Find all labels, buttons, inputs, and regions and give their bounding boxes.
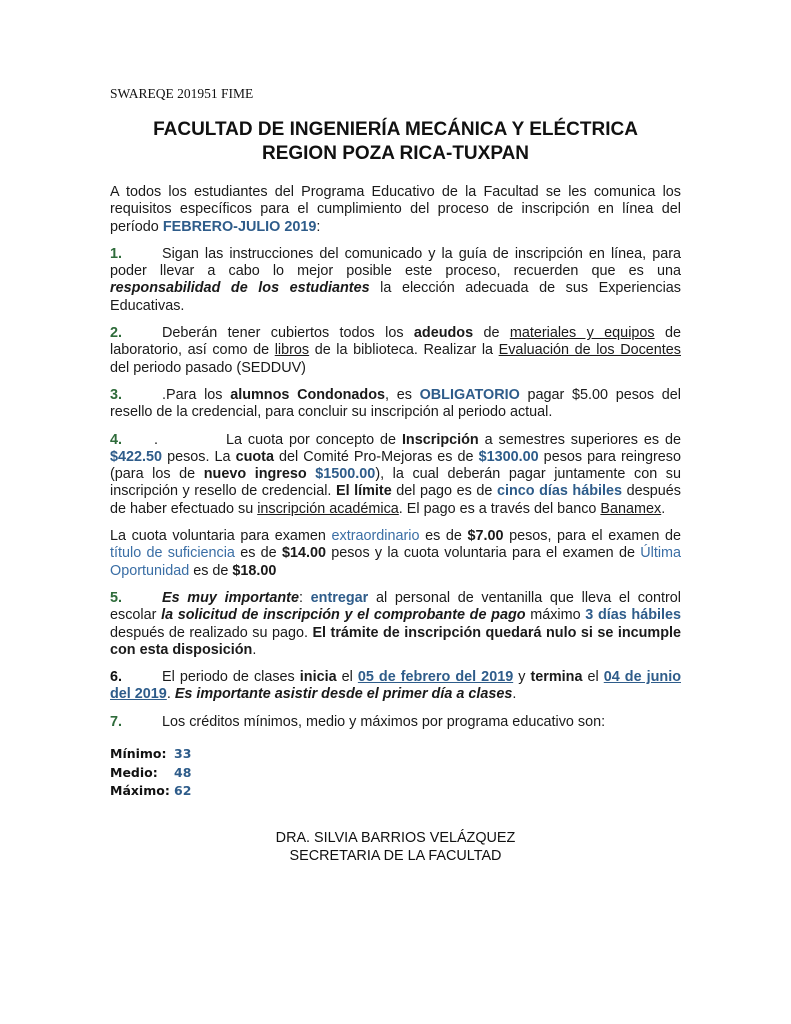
document-header bbox=[110, 118, 681, 166]
item-text: del Comité Pro-Mejoras es de bbox=[273, 448, 479, 465]
intro-text: A todos los estudiantes del Programa Educativo de la Facultad se les comunica los requisitos específicos para el cumplimiento del proceso de inscripción en línea del período bbox=[110, 184, 681, 235]
credits-row-max bbox=[110, 782, 681, 801]
item-4 bbox=[110, 432, 681, 518]
fee-value: $7.00 bbox=[467, 528, 504, 545]
emphasis-text: termina bbox=[530, 669, 583, 686]
credits-row-mid bbox=[110, 764, 681, 783]
item-text: de laboratorio, así como de bbox=[110, 325, 681, 359]
faculty-title: FACULTAD DE INGENIERÍA MECÁNICA Y ELÉCTRICA bbox=[153, 119, 638, 140]
intro-colon: : bbox=[316, 218, 321, 235]
item-text: Deberán tener cubiertos todos los bbox=[162, 325, 414, 342]
period-label: FEBRERO-JULIO 2019 bbox=[162, 218, 317, 235]
fee-value: $14.00 bbox=[281, 545, 326, 562]
item-text: Sigan las instrucciones del comunicado y la guía de inscripción en línea, para poder llevar a cabo lo mejor posible este proceso, recuerden que es una bbox=[110, 245, 681, 280]
item-5 bbox=[110, 590, 681, 659]
item-text: . bbox=[252, 641, 257, 658]
emphasis-text: la solicitud de inscripción y el comprobante de pago bbox=[161, 607, 526, 624]
intro-paragraph bbox=[110, 184, 681, 236]
emphasis-text: adeudos bbox=[413, 325, 474, 342]
item-number: 3. bbox=[110, 386, 123, 403]
signature-name: DRA. SILVIA BARRIOS VELÁZQUEZ bbox=[275, 829, 516, 846]
item-text: de la biblioteca. Realizar la bbox=[309, 342, 499, 359]
item-text: El periodo de clases bbox=[162, 669, 300, 686]
item-text: ), la cual deberán pagar juntamente con su inscripción y resello de credencial. bbox=[110, 466, 681, 500]
emphasis-text: Inscripción bbox=[401, 431, 479, 448]
item-text: pagar $5.00 pesos del resello de la credencial, para concluir su inscripción al periodo actual. bbox=[110, 386, 681, 421]
item-text: . El pago es a través del banco bbox=[398, 500, 601, 517]
credits-label: Máximo: bbox=[110, 783, 170, 799]
item-6 bbox=[110, 669, 681, 704]
emphasis-text: Es importante asistir desde el primer día a clases bbox=[174, 686, 513, 703]
document-code: SWAREQE 201951 FIME bbox=[110, 86, 254, 101]
emphasis-text: cuota bbox=[235, 448, 274, 465]
emphasis-text: inicia bbox=[299, 669, 337, 686]
item-text: . bbox=[166, 686, 175, 703]
item-text: después de haber efectuado su bbox=[110, 483, 681, 517]
credits-label: Mínimo: bbox=[110, 746, 167, 762]
fee-value: $18.00 bbox=[232, 562, 277, 579]
new-entry-fee: $1500.00 bbox=[315, 466, 376, 483]
signature-role: SECRETARIA DE LA FACULTAD bbox=[289, 847, 502, 864]
region-title: REGION POZA RICA-TUXPAN bbox=[261, 143, 530, 164]
start-date: 05 de febrero del 2019 bbox=[357, 669, 514, 686]
item-text: máximo bbox=[525, 607, 586, 624]
item-text: del pago es de bbox=[391, 483, 497, 500]
item-number: 2. bbox=[110, 325, 123, 342]
emphasis-text: El límite bbox=[335, 483, 392, 500]
item-space bbox=[307, 466, 316, 482]
bank-name: Banamex bbox=[600, 500, 662, 517]
emphasis-text: Es muy importante bbox=[162, 589, 299, 606]
document-body bbox=[110, 86, 681, 865]
item-text: pesos. La bbox=[162, 448, 236, 465]
emphasis-text: alumnos Condonados bbox=[230, 386, 385, 403]
credits-value: 62 bbox=[174, 783, 192, 799]
item-number: 6. bbox=[110, 669, 123, 686]
item-text: es de bbox=[234, 545, 282, 562]
item-text: es de bbox=[189, 562, 233, 579]
item-text: después de realizado su pago. bbox=[110, 624, 313, 641]
end-date: 04 de junio del 2019 bbox=[110, 669, 681, 703]
item-text: . bbox=[661, 500, 666, 517]
underlined-text: inscripción académica bbox=[257, 500, 399, 517]
signature-block bbox=[110, 829, 681, 865]
item-text: La cuota voluntaria para examen bbox=[110, 528, 332, 545]
item-text: La cuota por concepto de bbox=[226, 431, 402, 448]
item-text: a semestres superiores es de bbox=[478, 431, 681, 448]
item-text: pesos, para el examen de bbox=[503, 528, 681, 545]
item-text: Los créditos mínimos, medio y máximos por programa educativo son: bbox=[162, 713, 606, 730]
item-3 bbox=[110, 387, 681, 422]
deadline-text: cinco días hábiles bbox=[496, 483, 623, 500]
item-text: .Para los bbox=[162, 386, 231, 403]
credits-value: 33 bbox=[174, 746, 192, 762]
item-1 bbox=[110, 246, 681, 315]
item-text: de bbox=[473, 325, 510, 342]
item-text: . bbox=[512, 686, 517, 703]
item-text: , es bbox=[385, 386, 420, 403]
item-number: 5. bbox=[110, 589, 123, 606]
credits-label: Medio: bbox=[110, 764, 158, 780]
underlined-text: Evaluación de los Docentes bbox=[498, 342, 681, 359]
underlined-text: materiales y equipos bbox=[509, 325, 655, 342]
underlined-text: libros bbox=[274, 342, 310, 359]
item-text: pesos para reingreso (para los de bbox=[110, 448, 681, 483]
credits-table bbox=[110, 745, 681, 801]
credits-value: 48 bbox=[174, 764, 192, 780]
reentry-fee: $1300.00 bbox=[478, 448, 539, 465]
exam-type: título de suficiencia bbox=[110, 545, 235, 562]
item-text: del periodo pasado (SEDDUV) bbox=[110, 359, 306, 376]
exam-fees-paragraph bbox=[110, 528, 681, 580]
item-text: la elección adecuada de sus Experiencias Educativas. bbox=[110, 280, 682, 314]
exam-type: Última Oportunidad bbox=[110, 545, 682, 579]
item-text: el bbox=[336, 669, 358, 686]
deliver-text: entregar bbox=[310, 589, 369, 606]
deadline-text: 3 días hábiles bbox=[585, 607, 682, 624]
item-2 bbox=[110, 325, 681, 377]
exam-type: extraordinario bbox=[331, 528, 420, 545]
item-number: 1. bbox=[110, 245, 123, 262]
credits-row-min bbox=[110, 745, 681, 764]
item-text: y bbox=[513, 669, 531, 686]
item-7 bbox=[110, 714, 681, 731]
emphasis-text: nuevo ingreso bbox=[203, 466, 307, 483]
item-text: pesos y la cuota voluntaria para el examen de bbox=[325, 545, 641, 562]
emphasis-text: responsabilidad de los estudiantes bbox=[110, 280, 370, 297]
item-text: al personal de ventanilla que lleva el control escolar bbox=[110, 589, 682, 624]
item-number: 4. bbox=[110, 431, 123, 448]
obligatory-label: OBLIGATORIO bbox=[419, 386, 520, 403]
inscription-fee: $422.50 bbox=[110, 448, 163, 465]
item-text: el bbox=[582, 669, 604, 686]
warning-text: El trámite de inscripción quedará nulo si se incumple con esta disposición bbox=[110, 624, 681, 658]
item-text: : bbox=[298, 589, 311, 606]
item-dot: . bbox=[154, 431, 159, 448]
item-number: 7. bbox=[110, 713, 123, 730]
item-text: es de bbox=[419, 528, 468, 545]
